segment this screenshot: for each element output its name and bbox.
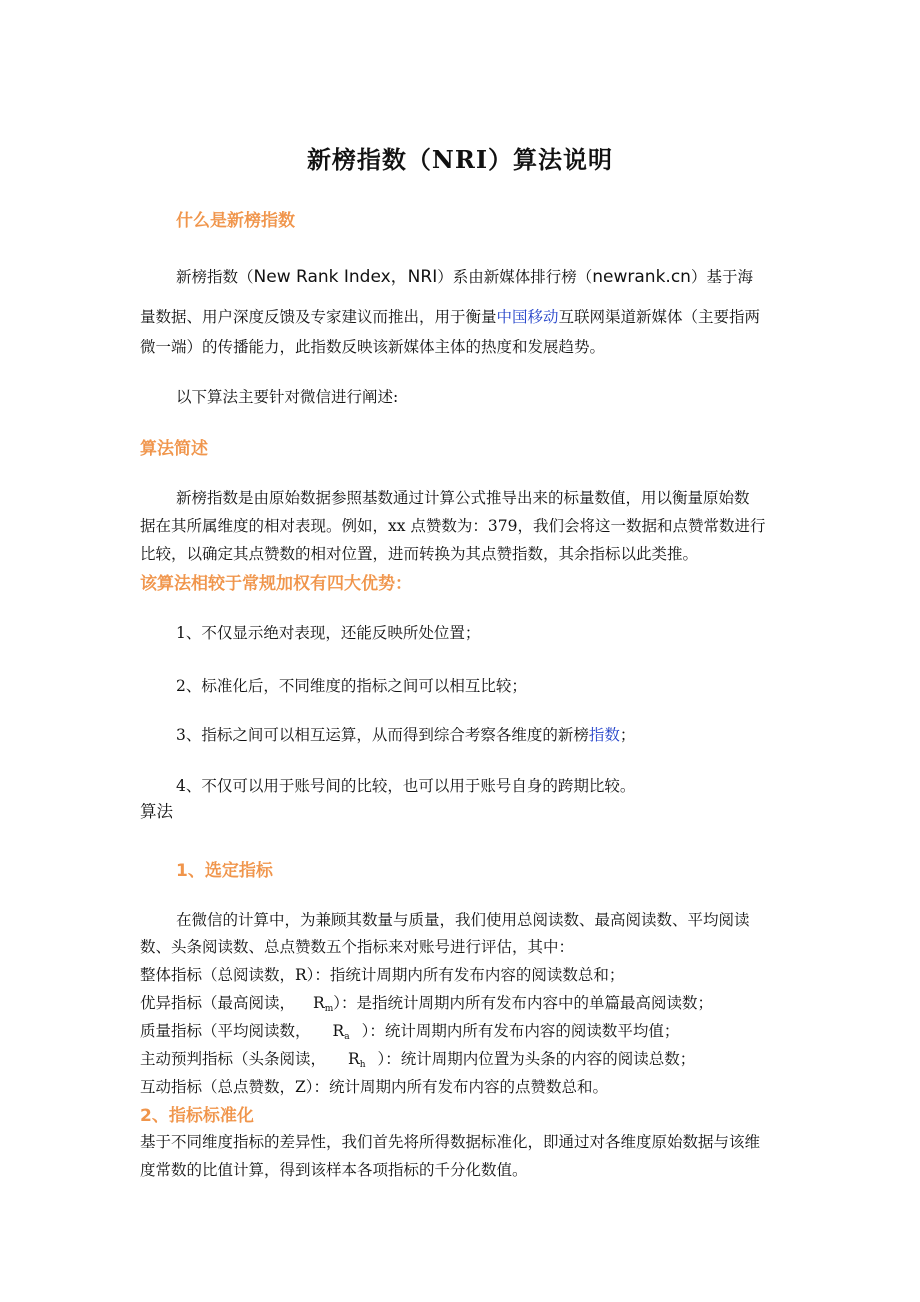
algorithm-label: 算法 bbox=[140, 802, 173, 821]
advantage-item-3: 3、指标之间可以相互运算，从而得到综合考察各维度的新榜指数； bbox=[176, 726, 636, 744]
overview-line-1: 新榜指数是由原始数据参照基数通过计算公式推导出来的标量数值，用以衡量原始数 bbox=[176, 489, 750, 507]
index-link[interactable]: 指数 bbox=[588, 726, 620, 744]
step1-line-2: 数、头条阅读数、总点赞数五个指标来对账号进行评估，其中： bbox=[140, 938, 575, 956]
intro-en-name: New Rank Index，NRI bbox=[253, 267, 438, 287]
step1-line-1: 在微信的计算中，为兼顾其数量与质量，我们使用总阅读数、最高阅读数、平均阅读 bbox=[176, 911, 750, 929]
intro-line-3: 微一端）的传播能力，此指数反映该新媒体主体的热度和发展趋势。 bbox=[140, 338, 606, 356]
heading-step-1: 1、选定指标 bbox=[176, 861, 273, 881]
intro-line-2: 量数据、用户深度反馈及专家建议而推出，用于衡量中国移动互联网渠道新媒体（主要指两 bbox=[140, 308, 761, 326]
metric-avg-reads: 质量指标（平均阅读数， $R_a$ ）：统计周期内所有发布内容的阅读数平均值； bbox=[140, 1022, 680, 1042]
intro-line-1: 新榜指数（New Rank Index，NRI）系由新媒体排行榜（newrank.cn）基于海 bbox=[176, 267, 753, 287]
heading-what-is-nri: 什么是新榜指数 bbox=[176, 211, 295, 231]
metric-max-reads: 优异指标（最高阅读， $R_m$）：是指统计周期内所有发布内容中的单篇最高阅读数； bbox=[140, 994, 713, 1014]
heading-algorithm-overview: 算法简述 bbox=[140, 439, 208, 459]
page-title: 新榜指数（NRI）算法说明 bbox=[306, 145, 614, 174]
heading-advantages: 该算法相较于常规加权有四大优势： bbox=[140, 574, 412, 594]
china-mobile-link[interactable]: 中国移动 bbox=[496, 308, 559, 326]
heading-step-2: 2、指标标准化 bbox=[140, 1106, 254, 1126]
intro-site-name: newrank.cn bbox=[592, 267, 691, 287]
metric-total-likes: 互动指标（总点赞数，Z）：统计周期内所有发布内容的点赞数总和。 bbox=[140, 1078, 609, 1096]
metric-headline-reads: 主动预判指标（头条阅读， $R_h$ ）：统计周期内位置为头条的内容的阅读总数； bbox=[140, 1050, 696, 1070]
weixin-note: 以下算法主要针对微信进行阐述: bbox=[176, 388, 399, 406]
step2-line-1: 基于不同维度指标的差异性，我们首先将所得数据标准化，即通过对各维度原始数据与该维 bbox=[140, 1133, 761, 1151]
advantage-item-2: 2、标准化后，不同维度的指标之间可以相互比较； bbox=[176, 677, 527, 695]
step2-line-2: 度常数的比值计算，得到该样本各项指标的千分化数值。 bbox=[140, 1161, 528, 1179]
advantage-item-4: 4、不仅可以用于账号间的比较，也可以用于账号自身的跨期比较。 bbox=[176, 777, 636, 795]
overview-line-3: 比较，以确定其点赞数的相对位置，进而转换为其点赞指数，其余指标以此类推。 bbox=[140, 545, 699, 563]
metric-total-reads: 整体指标（总阅读数，R）：指统计周期内所有发布内容的阅读数总和； bbox=[140, 966, 625, 984]
advantage-item-1: 1、不仅显示绝对表现，还能反映所处位置； bbox=[176, 624, 481, 642]
overview-line-2: 据在其所属维度的相对表现。例如，xx 点赞数为：379，我们会将这一数据和点赞常数进行 bbox=[140, 517, 766, 535]
